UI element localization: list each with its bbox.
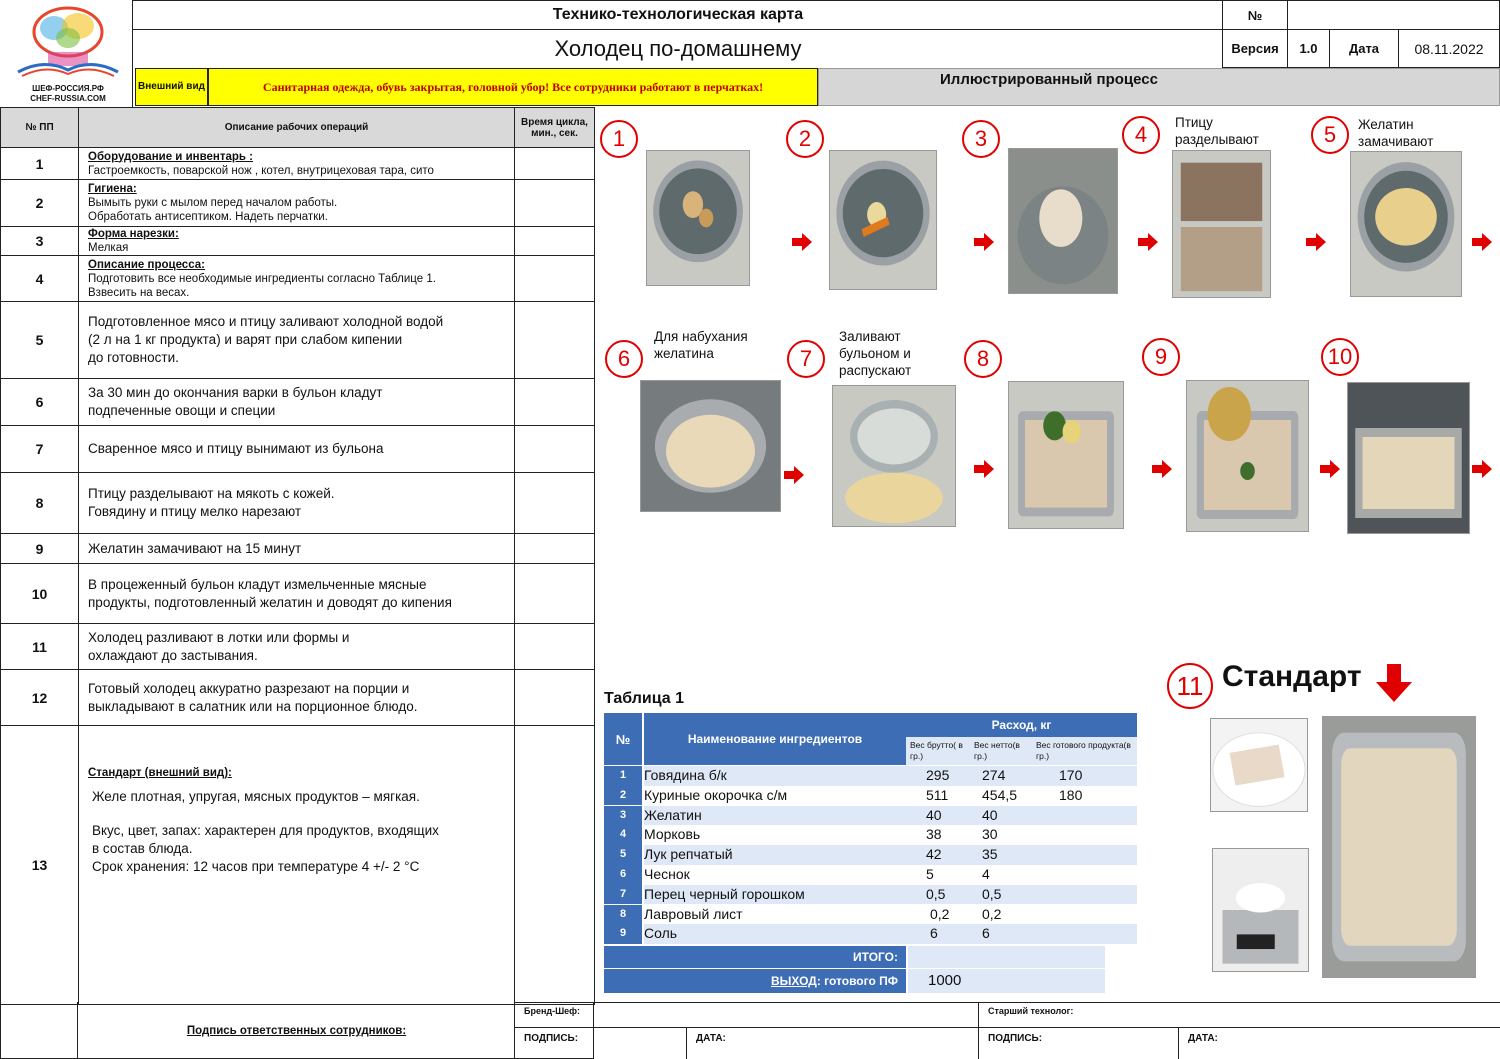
technologist-signature-field[interactable]: ПОДПИСЬ: <box>988 1033 1043 1044</box>
operation-time-cell[interactable] <box>515 473 595 534</box>
ingredient-net: 0,2 <box>982 905 1002 922</box>
ingredient-name: Говядина б/к <box>644 767 727 783</box>
operation-line: Гастроемкость, поварской нож , котел, внутрицеховая тара, сито <box>88 164 434 177</box>
step-photo <box>1186 380 1309 532</box>
ingredient-row <box>604 865 1137 885</box>
date-label: Дата <box>1329 29 1399 68</box>
operation-title: Описание процесса: <box>88 258 205 271</box>
process-arrow-icon <box>974 233 994 251</box>
operation-line: Подготовить все необходимые ингредиенты согласно Таблице 1. <box>88 272 436 285</box>
step-photo <box>1008 148 1118 294</box>
chef-date-field[interactable]: ДАТА: <box>696 1033 726 1044</box>
operation-line: до готовности. <box>88 350 179 365</box>
operation-line: Желатин замачивают на 15 минут <box>88 540 302 556</box>
operation-time-cell[interactable] <box>515 534 595 564</box>
senior-technologist-label: Старший технолог: <box>988 1006 1074 1016</box>
operation-description <box>79 256 515 302</box>
ingredient-gross: 0,2 <box>930 905 950 922</box>
operation-time-cell[interactable] <box>515 148 595 180</box>
operation-number: 13 <box>1 726 79 1005</box>
operation-time-cell[interactable] <box>515 426 595 473</box>
dish-title: Холодец по-домашнему <box>554 36 802 61</box>
operation-description <box>79 624 515 670</box>
step-photo <box>1347 382 1470 534</box>
appearance-label: Внешний вид <box>135 68 208 106</box>
operation-time-cell[interactable] <box>515 227 595 256</box>
operation-description <box>79 564 515 624</box>
ingredient-number: 4 <box>604 825 642 845</box>
ingredient-name: Лавровый лист <box>644 905 743 922</box>
operation-number: 10 <box>1 564 79 624</box>
ingredient-gross: 40 <box>926 806 942 823</box>
process-arrow-icon <box>784 466 804 484</box>
operation-description <box>79 670 515 726</box>
operation-row <box>1 624 595 670</box>
step-photo <box>832 385 956 527</box>
operation-line: подпеченные овощи и специи <box>88 403 276 418</box>
col-number-header: № ПП <box>1 108 79 148</box>
operation-row <box>1 670 595 726</box>
step-photo <box>1212 848 1309 972</box>
operation-line: Мелкая <box>88 242 129 254</box>
ing-col-gross: Вес брутто( в гр.) <box>910 740 963 761</box>
operation-line: Срок хранения: 12 часов при температуре 4 +/- 2 °С <box>92 859 420 874</box>
ingredient-gross: 38 <box>926 826 942 843</box>
operations-table <box>0 107 595 1005</box>
operation-number: 4 <box>1 256 79 302</box>
signature-label: Подпись ответственных сотрудников: <box>186 1025 407 1037</box>
step-number-badge: 9 <box>1142 338 1180 376</box>
step-photo <box>1350 151 1462 297</box>
ingredient-gross: 295 <box>926 767 950 783</box>
ingredient-number: 2 <box>604 786 642 806</box>
ingredient-row <box>604 905 1137 925</box>
logo-text-en: CHEF-RUSSIA.COM <box>30 94 106 103</box>
operation-number: 9 <box>1 534 79 564</box>
operation-line: За 30 мин до окончания варки в бульон кладут <box>88 385 383 400</box>
output-suffix: : готового ПФ <box>816 974 898 988</box>
chef-russia-logo <box>4 2 132 104</box>
document-type-title: Технико-технологическая карта <box>133 0 1223 30</box>
ingredient-row <box>604 825 1137 845</box>
step-number-badge: 11 <box>1167 663 1213 709</box>
ingredient-gross: 511 <box>926 786 949 803</box>
step-number-badge: 7 <box>787 340 825 378</box>
ingredient-number: 8 <box>604 905 642 925</box>
ingredient-name: Перец черный горошком <box>644 885 805 902</box>
operation-line: в состав блюда. <box>92 841 193 856</box>
operation-row <box>1 256 595 302</box>
operation-row <box>1 564 595 624</box>
operation-line: В процеженный бульон кладут измельченные мясные <box>88 576 427 592</box>
operation-row <box>1 379 595 426</box>
step-number-badge: 5 <box>1311 116 1349 154</box>
step-number-badge: 1 <box>600 120 638 158</box>
ingredient-gross: 0,5 <box>926 885 946 902</box>
ing-col-usage: Расход, кг <box>906 713 1137 737</box>
ingredient-name: Соль <box>644 925 678 942</box>
process-arrow-icon <box>1472 460 1492 478</box>
step-photo <box>1008 381 1124 529</box>
operation-description <box>79 534 515 564</box>
step-photo <box>1172 150 1271 298</box>
ingredient-gross: 5 <box>926 866 934 882</box>
ing-col-ready: Вес готового продукта(в гр.) <box>1036 740 1131 761</box>
output-label-cell <box>604 969 906 993</box>
step-photo <box>1322 716 1476 978</box>
output-value: 1000 <box>908 969 1105 993</box>
operation-row <box>1 227 595 256</box>
ingredient-row <box>604 845 1137 865</box>
operation-description <box>79 180 515 227</box>
operation-number: 2 <box>1 180 79 227</box>
number-value[interactable] <box>1287 0 1500 30</box>
ingredient-gross: 6 <box>930 925 938 942</box>
ingredient-row <box>604 806 1137 826</box>
operation-row <box>1 302 595 379</box>
step-caption: Желатин замачивают <box>1358 117 1434 149</box>
operation-number: 11 <box>1 624 79 670</box>
operation-title: Гигиена: <box>88 183 137 195</box>
ingredient-name: Куриные окорочка с/м <box>644 786 788 803</box>
operation-line: Сваренное мясо и птицу вынимают из бульона <box>88 441 384 456</box>
process-arrow-icon <box>1152 460 1172 478</box>
ingredient-net: 454,5 <box>982 786 1018 803</box>
illustrated-process-heading: Иллюстрированный процесс <box>818 68 1500 106</box>
operation-number: 7 <box>1 426 79 473</box>
ingredient-name: Морковь <box>644 826 701 843</box>
step-number-badge: 4 <box>1122 116 1160 154</box>
brand-chef-label: Бренд-Шеф: <box>524 1006 581 1016</box>
step-number-badge: 2 <box>786 120 824 158</box>
operation-title: Оборудование и инвентарь : <box>88 150 253 163</box>
process-arrow-icon <box>792 233 812 251</box>
ingredient-gross: 42 <box>926 846 942 863</box>
operation-line: Вымыть руки с мылом перед началом работы. <box>88 197 338 209</box>
process-arrow-icon <box>974 460 994 478</box>
step-photo <box>646 150 750 286</box>
ingredient-number: 6 <box>604 865 642 885</box>
process-arrow-icon <box>1320 460 1340 478</box>
operation-line: Говядину и птицу мелко нарезают <box>88 504 302 519</box>
ing-col-number: № <box>604 713 642 765</box>
process-arrow-icon <box>1306 233 1326 251</box>
output-label: ВЫХОД <box>770 974 817 988</box>
ingredient-name: Чеснок <box>644 866 690 882</box>
operation-line: Вкус, цвет, запах: характерен для продуктов, входящих <box>92 823 439 838</box>
operation-line: Желе плотная, упругая, мясных продуктов – мягкая. <box>92 789 420 804</box>
operation-description <box>79 148 515 180</box>
operation-line: охлаждают до застывания. <box>88 647 258 663</box>
ingredient-name: Лук репчатый <box>644 846 733 863</box>
operation-description <box>79 473 515 534</box>
chef-signature-field[interactable]: ПОДПИСЬ: <box>524 1033 579 1044</box>
operation-row <box>1 534 595 564</box>
ingredient-number: 9 <box>604 924 642 944</box>
operation-description <box>79 379 515 426</box>
ingredient-net: 40 <box>982 806 998 823</box>
operation-description <box>79 227 515 256</box>
operation-row <box>1 473 595 534</box>
ingredient-row <box>604 924 1137 944</box>
ingredient-net: 274 <box>982 767 1006 783</box>
operation-description <box>79 726 515 1005</box>
col-time-header: Время цикла, мин., сек. <box>515 108 595 148</box>
version-label: Версия <box>1222 29 1288 68</box>
ingredient-row <box>604 766 1137 786</box>
sanitary-notice: Санитарная одежда, обувь закрытая, головной убор! Все сотрудники работают в перчатках! <box>208 68 818 106</box>
standard-down-arrow-icon <box>1376 664 1412 702</box>
ingredient-number: 7 <box>604 885 642 905</box>
ingredient-number: 3 <box>604 806 642 826</box>
ingredient-net: 30 <box>982 826 998 843</box>
logo-text-ru: ШЕФ-РОССИЯ.РФ <box>32 84 104 93</box>
operation-line: продукты, подготовленный желатин и доводят до кипения <box>88 594 452 610</box>
operation-time-cell[interactable] <box>515 624 595 670</box>
operation-line: (2 л на 1 кг продукта) и варят при слабом кипении <box>88 332 403 347</box>
operation-time-cell[interactable] <box>515 180 595 227</box>
operation-number: 1 <box>1 148 79 180</box>
step-number-badge: 6 <box>605 340 643 378</box>
process-arrow-icon <box>1138 233 1158 251</box>
operation-time-cell[interactable] <box>515 670 595 726</box>
operation-title: Стандарт (внешний вид): <box>88 767 232 779</box>
operation-row <box>1 180 595 227</box>
operation-number: 5 <box>1 302 79 379</box>
ingredient-net: 4 <box>982 866 990 882</box>
ingredient-name: Желатин <box>644 806 702 823</box>
ingredient-row <box>604 786 1137 806</box>
ingredient-row <box>604 885 1137 905</box>
date-value: 08.11.2022 <box>1398 29 1500 68</box>
operation-line: Обработать антисептиком. Надеть перчатки. <box>88 211 328 223</box>
standard-title: Стандарт <box>1222 660 1362 693</box>
operation-line: Взвесить на весах. <box>88 286 190 299</box>
step-number-badge: 3 <box>962 120 1000 158</box>
step-caption: Заливают бульоном и распускают <box>839 329 912 378</box>
ingredient-number: 5 <box>604 845 642 865</box>
operation-line: выкладывают в салатник или на порционное блюдо. <box>88 698 418 714</box>
technologist-date-field[interactable]: ДАТА: <box>1188 1033 1218 1044</box>
ingredient-net: 35 <box>982 846 998 863</box>
version-value: 1.0 <box>1287 29 1330 68</box>
operation-time-cell[interactable] <box>515 256 595 302</box>
step-photo <box>1210 718 1308 812</box>
operation-time-cell[interactable] <box>515 564 595 624</box>
ingredient-net: 6 <box>982 925 990 942</box>
operation-line: Подготовленное мясо и птицу заливают холодной водой <box>88 314 444 329</box>
step-number-badge: 10 <box>1321 338 1359 376</box>
step-caption: Для набухания желатина <box>654 329 748 361</box>
operation-line: Птицу разделывают на мякоть с кожей. <box>88 486 335 501</box>
operation-row <box>1 726 595 1005</box>
ingredient-net: 0,5 <box>982 885 1002 902</box>
operation-row <box>1 426 595 473</box>
operation-number: 6 <box>1 379 79 426</box>
step-photo <box>640 380 781 512</box>
operation-row <box>1 148 595 180</box>
ing-col-name: Наименование ингредиентов <box>644 713 906 765</box>
operation-line: Холодец разливают в лотки или формы и <box>88 629 350 645</box>
operation-time-cell[interactable] <box>515 302 595 379</box>
operation-title: Форма нарезки: <box>88 228 179 240</box>
operation-number: 3 <box>1 227 79 256</box>
operation-time-cell[interactable] <box>515 726 595 1005</box>
number-label: № <box>1222 0 1288 30</box>
ingredient-number: 1 <box>604 766 642 786</box>
operation-time-cell[interactable] <box>515 379 595 426</box>
step-photo <box>829 150 937 290</box>
step-caption: Птицу разделывают <box>1175 115 1259 147</box>
step-number-badge: 8 <box>964 340 1002 378</box>
operation-description <box>79 426 515 473</box>
ingredients-table-title: Таблица 1 <box>604 690 685 707</box>
ingredient-ready: 170 <box>1059 767 1083 783</box>
operation-line <box>88 806 514 822</box>
ingredient-ready: 180 <box>1059 786 1083 803</box>
operation-description <box>79 302 515 379</box>
total-label: ИТОГО: <box>604 946 906 968</box>
ing-col-net: Вес нетто(в гр.) <box>974 740 1020 761</box>
operation-number: 12 <box>1 670 79 726</box>
col-description-header: Описание рабочих операций <box>79 108 515 148</box>
operation-line: Готовый холодец аккуратно разрезают на порции и <box>88 680 410 696</box>
operation-number: 8 <box>1 473 79 534</box>
chef-hat-logo-icon <box>4 2 132 82</box>
process-arrow-icon <box>1472 233 1492 251</box>
operations-header-row <box>1 108 595 148</box>
